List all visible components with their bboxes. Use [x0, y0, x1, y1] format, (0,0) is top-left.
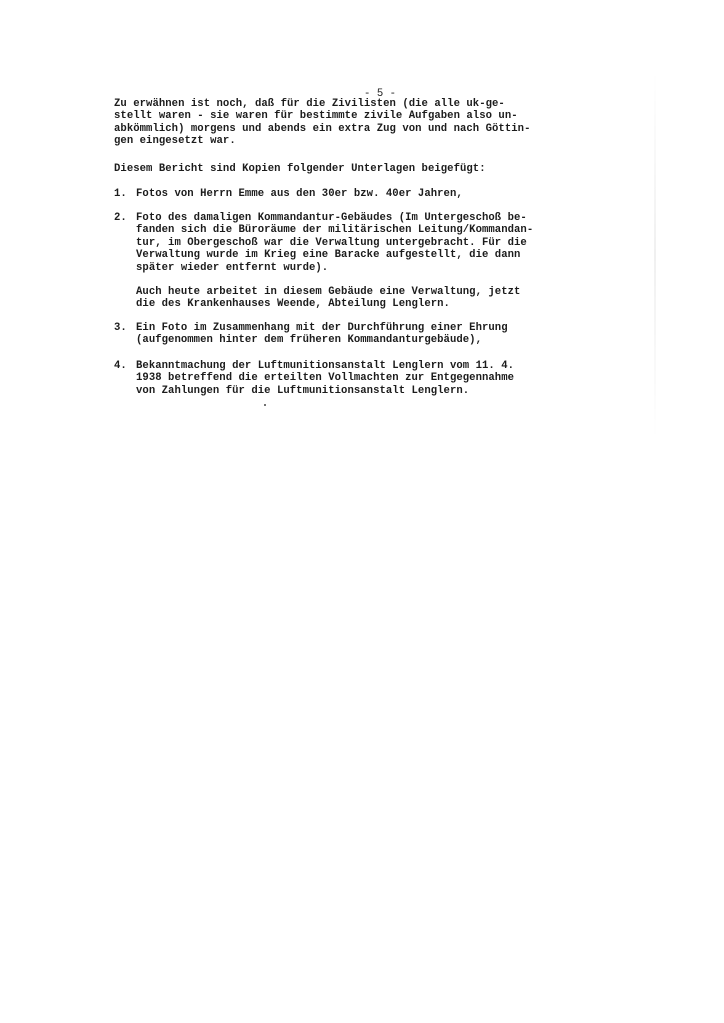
list-item-text: Foto des damaligen Kommandantur-Gebäudes (Im Untergeschoß be- fanden sich die Büroräume der militärischen Leitung/Kommandan- tur, im Obergeschoß war die Verwaltung untergebracht. Für die Verwaltung wurde im Krieg eine Baracke aufgestellt, die dann später wieder entfernt wurde). [136, 212, 534, 274]
list-item-continuation: Auch heute arbeitet in diesem Gebäude eine Verwaltung, jetzt die des Krankenhauses Weende, Abteilung Lenglern. [136, 286, 521, 311]
scan-edge-shadow [654, 70, 656, 440]
list-item-text: Fotos von Herrn Emme aus den 30er bzw. 40er Jahren, [136, 188, 463, 200]
attachments-lead-sentence: Diesem Bericht sind Kopien folgender Unterlagen beigefügt: [114, 163, 486, 175]
page-number: - 5 - [364, 88, 397, 100]
list-item-number: 1. [114, 188, 127, 200]
list-item-number: 3. [114, 322, 127, 334]
intro-paragraph: Zu erwähnen ist noch, daß für die Zivilisten (die alle uk-ge- stellt waren - sie waren für bestimmte zivile Aufgaben also un- abkömmlich) morgens und abends ein extra Zug von und nach Göttin- gen eingesetzt war. [114, 98, 531, 148]
ink-speck [264, 404, 266, 406]
list-item-text: Bekanntmachung der Luftmunitionsanstalt Lenglern vom 11. 4. 1938 betreffend die erteilten Vollmachten zur Entgegennahme von Zahlungen für die Luftmunitionsanstalt Lenglern. [136, 360, 515, 397]
list-item-number: 4. [114, 360, 127, 372]
list-item-number: 2. [114, 212, 127, 224]
list-item-text: Ein Foto im Zusammenhang mit der Durchführung einer Ehrung (aufgenommen hinter dem früheren Kommandanturgebäude), [136, 322, 508, 347]
